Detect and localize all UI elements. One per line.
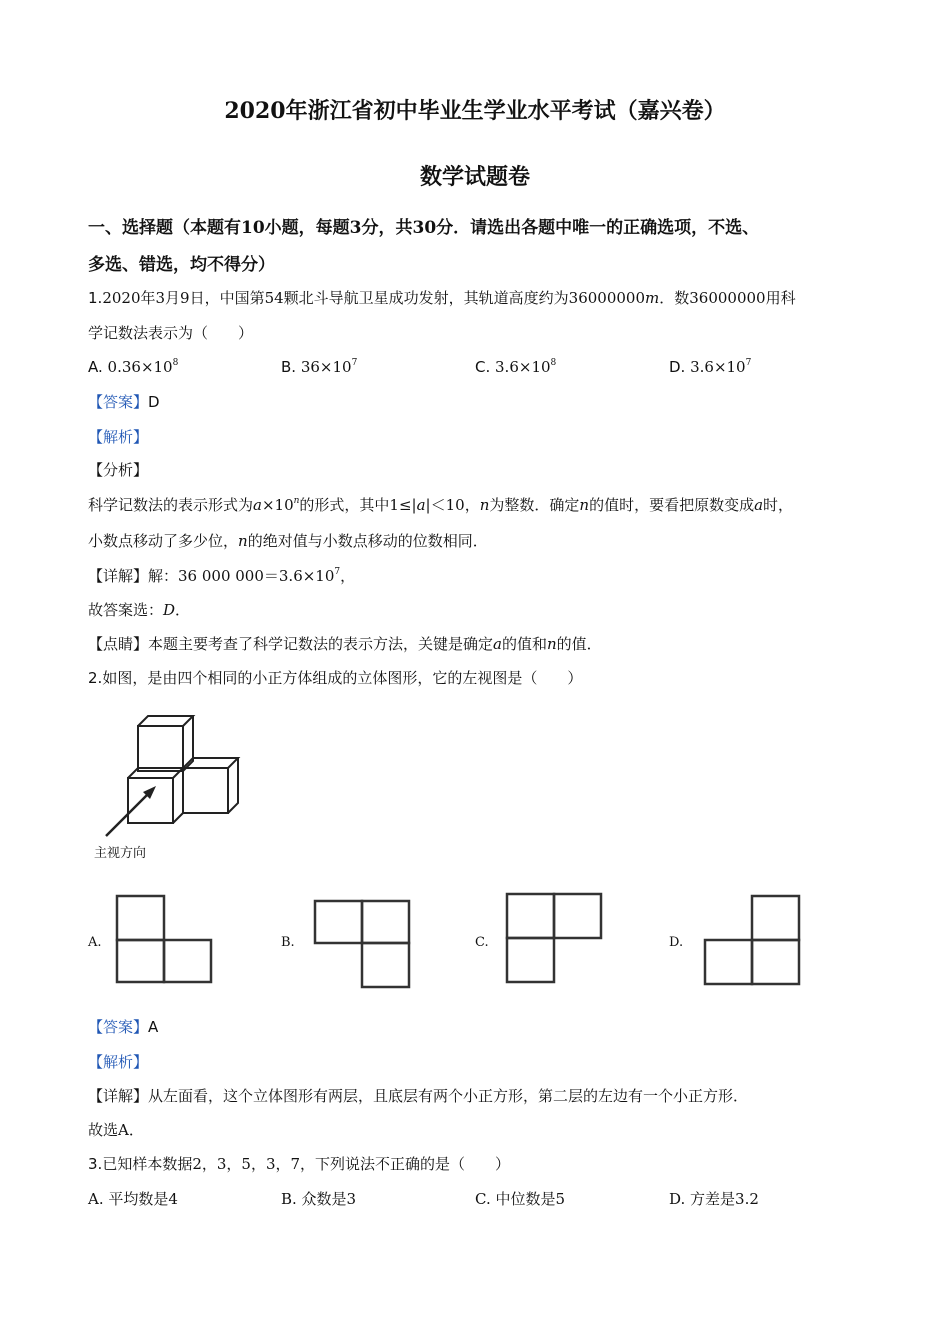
q2-jiexi-tag: 【解析】: [88, 1053, 149, 1071]
q1-option-b: B. $36\times 10^7$: [281, 358, 358, 376]
q1-answer: 【答案】D: [88, 393, 160, 411]
cube-top-front: [138, 726, 183, 771]
q3-option-d: D. 方差是3.2: [669, 1190, 759, 1208]
cube-top-top: [138, 716, 193, 726]
section-heading-line2: 多选、错选，均不得分）: [88, 255, 275, 275]
q2-option-b-label: B.: [281, 935, 295, 950]
q2-answer: 【答案】A: [88, 1018, 159, 1036]
exam-title: 2020年浙江省初中毕业生学业水平考试（嘉兴卷）: [224, 98, 726, 124]
q2-option-a-figure: [112, 892, 216, 986]
q1-analysis-line1: 科学记数法的表示形式为$a\times 10^n$的形式，其中1≤|a|＜10，n为整数．确定n的值时，要看把原数变成a时，: [88, 496, 794, 514]
q1-jiexi-tag: 【解析】: [88, 428, 149, 446]
cube-bottom-right-front: [183, 768, 228, 813]
q1-analysis-tag: 【分析】: [88, 461, 149, 479]
q3-option-b: B. 众数是3: [281, 1190, 357, 1208]
q1-number: 1.: [88, 289, 103, 307]
q2-conclusion: 故选A．: [88, 1121, 144, 1139]
q1-detail: 【详解】解：36 000 $000=3.6\times 10^7$，: [88, 567, 356, 585]
q1-stem-line1: 1.2020年3月9日，中国第54颗北斗导航卫星成功发射，其轨道高度约为36000000m．数36000000用科: [88, 289, 796, 307]
q1-choice: 故答案选：D．: [88, 601, 191, 619]
q2-option-d-figure: [700, 892, 808, 988]
q2-option-c-figure: [502, 890, 606, 986]
q2-stem: 2.如图，是由四个相同的小正方体组成的立体图形，它的左视图是（ ）: [88, 669, 583, 687]
exam-subtitle: 数学试题卷: [419, 164, 530, 190]
q1-comment: 【点睛】本题主要考查了科学记数法的表示方法，关键是确定a的值和n的值．: [88, 635, 602, 653]
figure-caption: 主视方向: [94, 846, 147, 861]
q1-stem-line2: 学记数法表示为（ ）: [88, 324, 254, 342]
q1-option-a: A. $0.36\times 10^8$: [88, 358, 179, 376]
q2-option-d-label: D.: [669, 935, 684, 950]
q2-option-c-label: C.: [475, 935, 489, 950]
q3-option-c: C. 中位数是5: [475, 1190, 566, 1208]
section-heading-line1: 一、选择题（本题有10小题，每题3分，共30分．请选出各题中唯一的正确选项，不选、: [88, 218, 760, 238]
q1-analysis-line2: 小数点移动了多少位，n的绝对值与小数点移动的位数相同．: [88, 532, 488, 550]
q1-option-d: D. $3.6\times 10^7$: [669, 358, 752, 376]
q1-option-c: C. $3.6\times 10^8$: [475, 358, 557, 376]
q2-option-b-figure: [310, 896, 414, 990]
q2-option-a-label: A.: [88, 935, 102, 950]
cube-bottom-left-front: [128, 778, 173, 823]
q3-option-a: A. 平均数是4: [88, 1190, 178, 1208]
q3-stem: 3.已知样本数据2，3，5，3，7，下列说法不正确的是（ ）: [88, 1155, 511, 1173]
q2-detail: 【详解】从左面看，这个立体图形有两层，且底层有两个小正方形，第二层的左边有一个小正方形．: [88, 1087, 749, 1105]
